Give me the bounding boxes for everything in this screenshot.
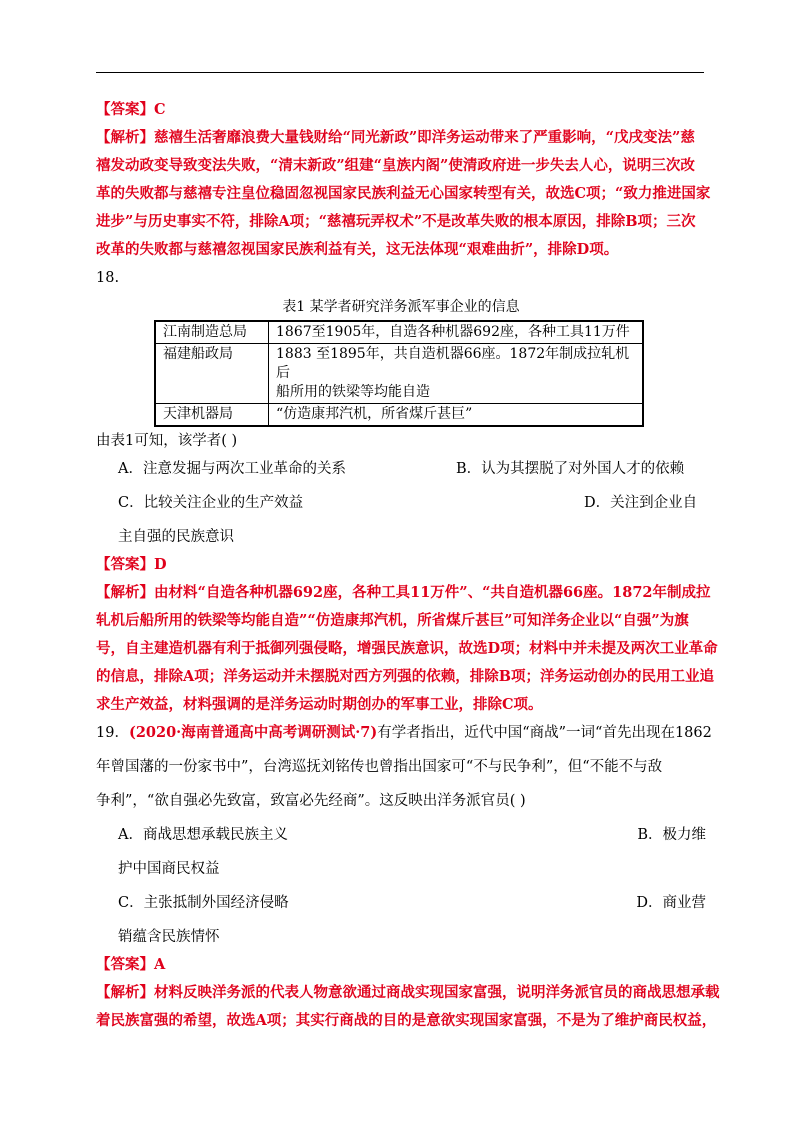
table-cell-text: “仿造康邦汽机，所省煤斤甚巨” xyxy=(276,406,473,422)
q19-source: (2020·海南普通高中高考调研测试·7) xyxy=(128,724,378,741)
q18-answer xyxy=(96,551,706,579)
option-b-continued: 护中国商民权益 xyxy=(118,861,220,877)
enterprise-table xyxy=(154,320,644,427)
option-c: C．主张抵制外国经济侵略 xyxy=(118,895,289,911)
option-d: D．商业营 xyxy=(636,895,706,911)
analysis-line: 进步”与历史事实不符，排除A项；“慈禧玩弄权术”不是改革失败的根本原因，排除B项；三次 xyxy=(96,213,696,230)
table-row xyxy=(155,344,643,404)
option-b: B．极力维 xyxy=(637,827,706,843)
table-row xyxy=(155,404,643,427)
q18-number: 18. xyxy=(96,270,120,286)
analysis-line: 号，自主建造机器有利于抵御列强侵略，增强民族意识，故选D项；材料中并未提及两次工业革命 xyxy=(96,640,718,657)
page-content xyxy=(96,96,720,1035)
analysis-line: 革的失败都与慈禧专注皇位稳固忽视国家民族利益无心国家转型有关，故选C项；“致力推进国家 xyxy=(96,185,711,202)
option-c: C．比较关注企业的生产效益 xyxy=(118,495,304,511)
option-a: A．注意发掘与两次工业革命的关系 xyxy=(118,461,346,477)
q19-stem-text: 有学者指出，近代中国“商战”一词“首先出现在1862 xyxy=(377,725,712,741)
q19-options-row-1 xyxy=(96,821,706,849)
analysis-line: 着民族富强的希望，故选A项；其实行商战的目的是意欲实现国家富强，不是为了维护商民权益， xyxy=(96,1012,717,1029)
table-cell-text: 1883 至1895年，共自造机器66座。1872年制成拉轧机后 xyxy=(276,346,630,381)
analysis-line: 改革的失败都与慈禧忽视国家民族利益有关，这无法体现“艰难曲折”，排除D项。 xyxy=(96,241,619,258)
table-cell-name: 福建船政局 xyxy=(155,344,269,404)
answer-value: A xyxy=(154,956,166,973)
q18-options-row-1 xyxy=(96,455,706,483)
header-rule xyxy=(96,72,704,73)
q18-options-row-2 xyxy=(96,489,706,517)
table-cell-text: 1867至1905年，自造各种机器692座，各种工具11万件 xyxy=(276,324,630,340)
answer-value: D xyxy=(154,556,167,573)
answer-label: 【答案】 xyxy=(96,956,154,973)
q19-stem-line: 争利”，“欲自强必先致富，致富必先经商”。这反映出洋务派官员( ) xyxy=(96,793,526,809)
table-row xyxy=(155,321,643,344)
table-cell-name: 天津机器局 xyxy=(155,404,269,427)
q19-analysis xyxy=(96,979,720,1035)
analysis-label: 【解析】 xyxy=(96,984,154,1001)
analysis-label: 【解析】 xyxy=(96,584,154,601)
table-caption: 表1 某学者研究洋务派军事企业的信息 xyxy=(282,299,520,315)
answer-label: 【答案】 xyxy=(96,556,154,573)
option-d-continued: 销蕴含民族情怀 xyxy=(118,929,220,945)
table-cell-info xyxy=(269,321,644,344)
q18-stem: 由表1可知，该学者( ) xyxy=(96,433,238,449)
q19-number: 19． xyxy=(96,725,129,741)
option-b: B．认为其摆脱了对外国人才的依赖 xyxy=(456,461,685,477)
analysis-label: 【解析】 xyxy=(96,129,154,146)
q19-stem-first xyxy=(96,719,712,747)
q17-analysis xyxy=(96,124,711,264)
analysis-line: 求生产效益，材料强调的是洋务运动时期创办的军事工业，排除C项。 xyxy=(96,696,543,713)
q18-analysis xyxy=(96,579,718,719)
analysis-line: 的信息，排除A项；洋务运动并未摆脱对西方列强的依赖，排除B项；洋务运动创办的民用工业追 xyxy=(96,668,715,685)
option-d: D．关注到企业自 xyxy=(584,495,698,511)
analysis-line: 禧发动政变导致变法失败，“清末新政”组建“皇族内阁”使清政府进一步失去人心，说明三次改 xyxy=(96,157,695,174)
analysis-line: 慈禧生活奢靡浪费大量钱财给“同光新政”即洋务运动带来了严重影响，“戊戌变法”慈 xyxy=(154,129,695,146)
option-d-continued: 主自强的民族意识 xyxy=(118,529,234,545)
analysis-line: 轧机后船所用的铁梁等均能自造”“仿造康邦汽机，所省煤斤甚巨”可知洋务企业以“自强”为旗 xyxy=(96,612,689,629)
answer-value: C xyxy=(154,101,166,118)
q19-answer xyxy=(96,951,706,979)
q19-options-row-2 xyxy=(96,889,706,917)
analysis-line: 由材料“自造各种机器692座，各种工具11万件”、“共自造机器66座。1872年制成拉 xyxy=(154,584,711,601)
analysis-line: 材料反映洋务派的代表人物意欲通过商战实现国家富强，说明洋务派官员的商战思想承载 xyxy=(154,984,720,1001)
table-cell-name: 江南制造总局 xyxy=(155,321,269,344)
table-cell-info xyxy=(269,344,644,404)
q17-answer xyxy=(96,96,706,124)
option-a: A．商战思想承载民族主义 xyxy=(118,827,288,843)
table-cell-text: 船所用的铁梁等均能自造 xyxy=(276,384,430,400)
table-cell-info xyxy=(269,404,644,427)
answer-label: 【答案】 xyxy=(96,101,154,118)
q19-stem-line: 年曾国藩的一份家书中”，台湾巡抚刘铭传也曾指出国家可“不与民争利”，但“不能不与敌 xyxy=(96,759,663,775)
